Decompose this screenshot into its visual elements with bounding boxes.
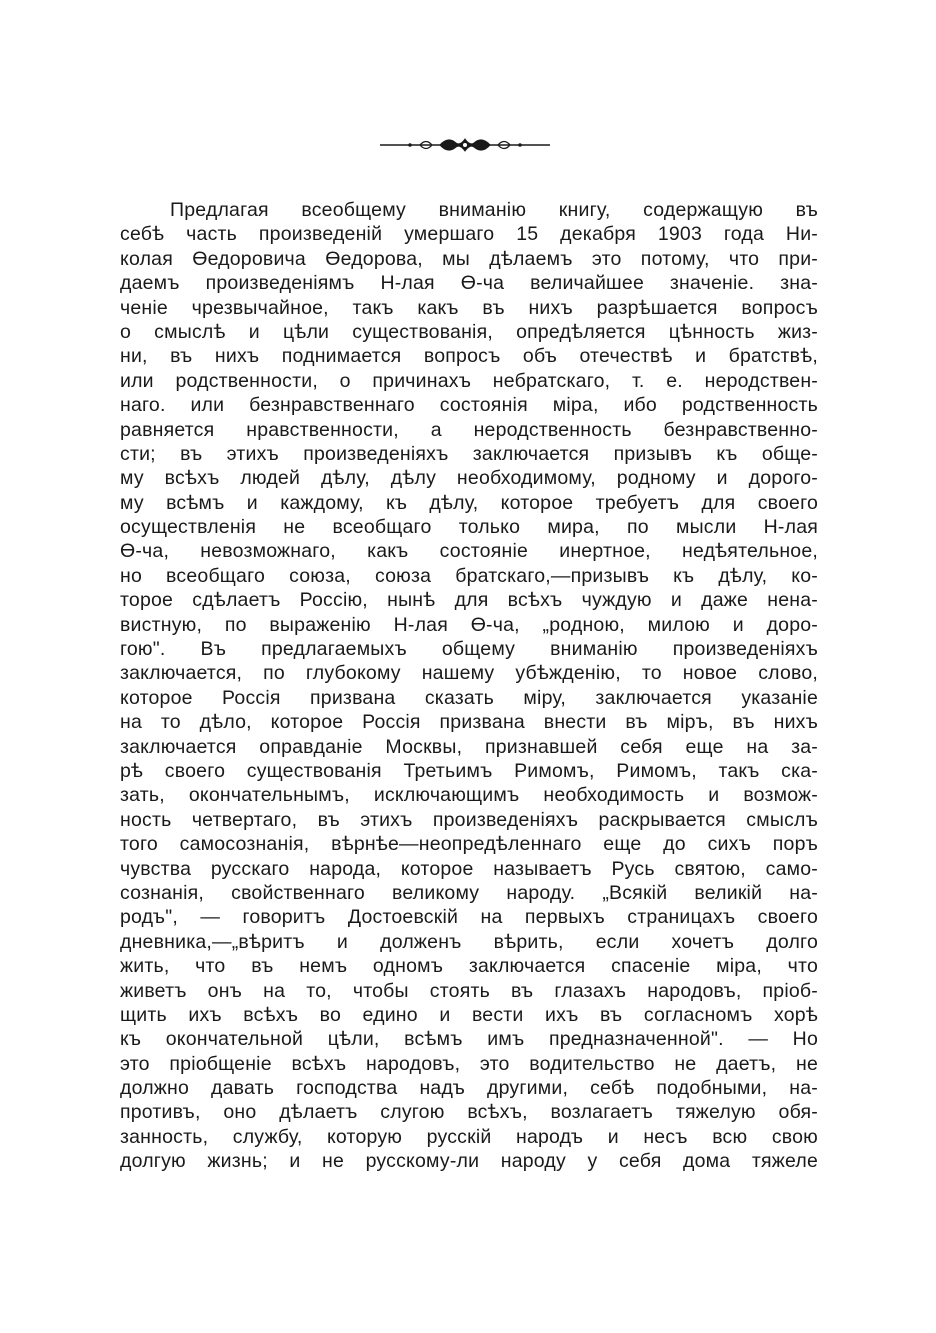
text-line: равняется нравственности, а неродственность безнравственно- bbox=[120, 418, 818, 441]
text-line: чувства русскаго народа, которое называетъ Русь святою, само- bbox=[120, 857, 818, 880]
text-line: заключается, по глубокому нашему убѣжденію, то новое слово, bbox=[120, 662, 818, 685]
text-line: осуществленія не всеобщаго только мира, по мысли Н-лая bbox=[120, 516, 818, 539]
text-line: родъ", — говоритъ Достоевскій на первыхъ страницахъ своего bbox=[120, 906, 818, 929]
text-line: противъ, оно дѣлаетъ слугою всѣхъ, возлагаетъ тяжелую обя- bbox=[120, 1101, 818, 1124]
text-line: того самосознанія, вѣрнѣе—неопредѣленнаго еще до сихъ поръ bbox=[120, 833, 818, 856]
text-line: Предлагая всеобщему вниманію книгу, содержащую въ bbox=[170, 199, 818, 221]
text-line: торое сдѣлаетъ Россію, нынѣ для всѣхъ чуждую и даже нена- bbox=[120, 589, 818, 612]
text-line: даемъ произведеніямъ Н-лая Ө-ча величайшее значеніе. зна- bbox=[120, 272, 818, 295]
text-line: гою". Въ предлагаемыхъ общему вниманію произведеніяхъ bbox=[120, 638, 818, 661]
text-line: му всѣмъ и каждому, къ дѣлу, которое требуетъ для своего bbox=[120, 491, 818, 514]
text-line: но всеобщаго союза, союза братскаго,—призывъ къ дѣлу, ко- bbox=[120, 564, 818, 587]
body-text bbox=[120, 198, 818, 1174]
text-line: му всѣхъ людей дѣлу, дѣлу необходимому, родному и дорого- bbox=[120, 467, 818, 490]
text-line: долгую жизнь; и не русскому-ли народу у себя дома тяжеле bbox=[120, 1150, 818, 1173]
text-line: вистную, по выраженію Н-лая Ө-ча, „родною, милою и доро- bbox=[120, 613, 818, 636]
text-line: дневника,—„вѣритъ и долженъ вѣрить, если хочетъ долго bbox=[120, 930, 818, 953]
text-line: колая Өедоровича Өедорова, мы дѣлаемъ это потому, что при- bbox=[120, 247, 818, 270]
text-line: или родственности, о причинахъ небратскаго, т. е. неродствен- bbox=[120, 369, 818, 392]
text-line: о смыслѣ и цѣли существованія, опредѣляется цѣнность жиз- bbox=[120, 320, 818, 343]
text-line: къ окончательной цѣли, всѣмъ имъ предназначенной". — Но bbox=[120, 1028, 818, 1051]
text-line: должно давать господства надъ другими, себѣ подобными, на- bbox=[120, 1077, 818, 1100]
text-line: ченіе чрезвычайное, такъ какъ въ нихъ разрѣшается вопросъ bbox=[120, 296, 818, 319]
text-line: жить, что въ немъ одномъ заключается спасеніе міра, что bbox=[120, 955, 818, 978]
text-line: щить ихъ всѣхъ во едино и вести ихъ въ согласномъ хорѣ bbox=[120, 1003, 818, 1026]
text-line: это пріобщеніе всѣхъ народовъ, это водительство не даетъ, не bbox=[120, 1052, 818, 1075]
text-line: занность, службу, которую русскій народъ и несъ всю свою bbox=[120, 1125, 818, 1148]
text-line: сти; въ этихъ произведеніяхъ заключается призывъ къ обще- bbox=[120, 442, 818, 465]
text-line: заключается оправданіе Москвы, признавшей себя еще на за- bbox=[120, 735, 818, 758]
text-line: зать, окончательнымъ, исключающимъ необходимость и возмож- bbox=[120, 784, 818, 807]
text-line: наго. или безнравственнаго состоянія міра, ибо родственность bbox=[120, 394, 818, 417]
text-line: рѣ своего существованія Третьимъ Римомъ, Римомъ, такъ ска- bbox=[120, 759, 818, 782]
text-line: которое Россія призвана сказать міру, заключается указаніе bbox=[120, 686, 818, 709]
text-line: ность четвертаго, въ этихъ произведеніяхъ раскрывается смыслъ bbox=[120, 808, 818, 831]
text-line: ни, въ нихъ поднимается вопросъ объ отечествѣ и братствѣ, bbox=[120, 345, 818, 368]
text-line: Ө-ча, невозможнаго, какъ состояніе инертное, недѣятельное, bbox=[120, 540, 818, 563]
text-line: сознанія, свойственнаго великому народу. „Всякій великій на- bbox=[120, 881, 818, 904]
text-line: живетъ онъ на то, чтобы стоять въ глазахъ народовъ, пріоб- bbox=[120, 979, 818, 1002]
text-line: на то дѣло, которое Россія призвана внести въ міръ, въ нихъ bbox=[120, 711, 818, 734]
text-line: себѣ часть произведеній умершаго 15 декабря 1903 года Ни- bbox=[120, 223, 818, 246]
decorative-divider-icon bbox=[380, 137, 550, 153]
